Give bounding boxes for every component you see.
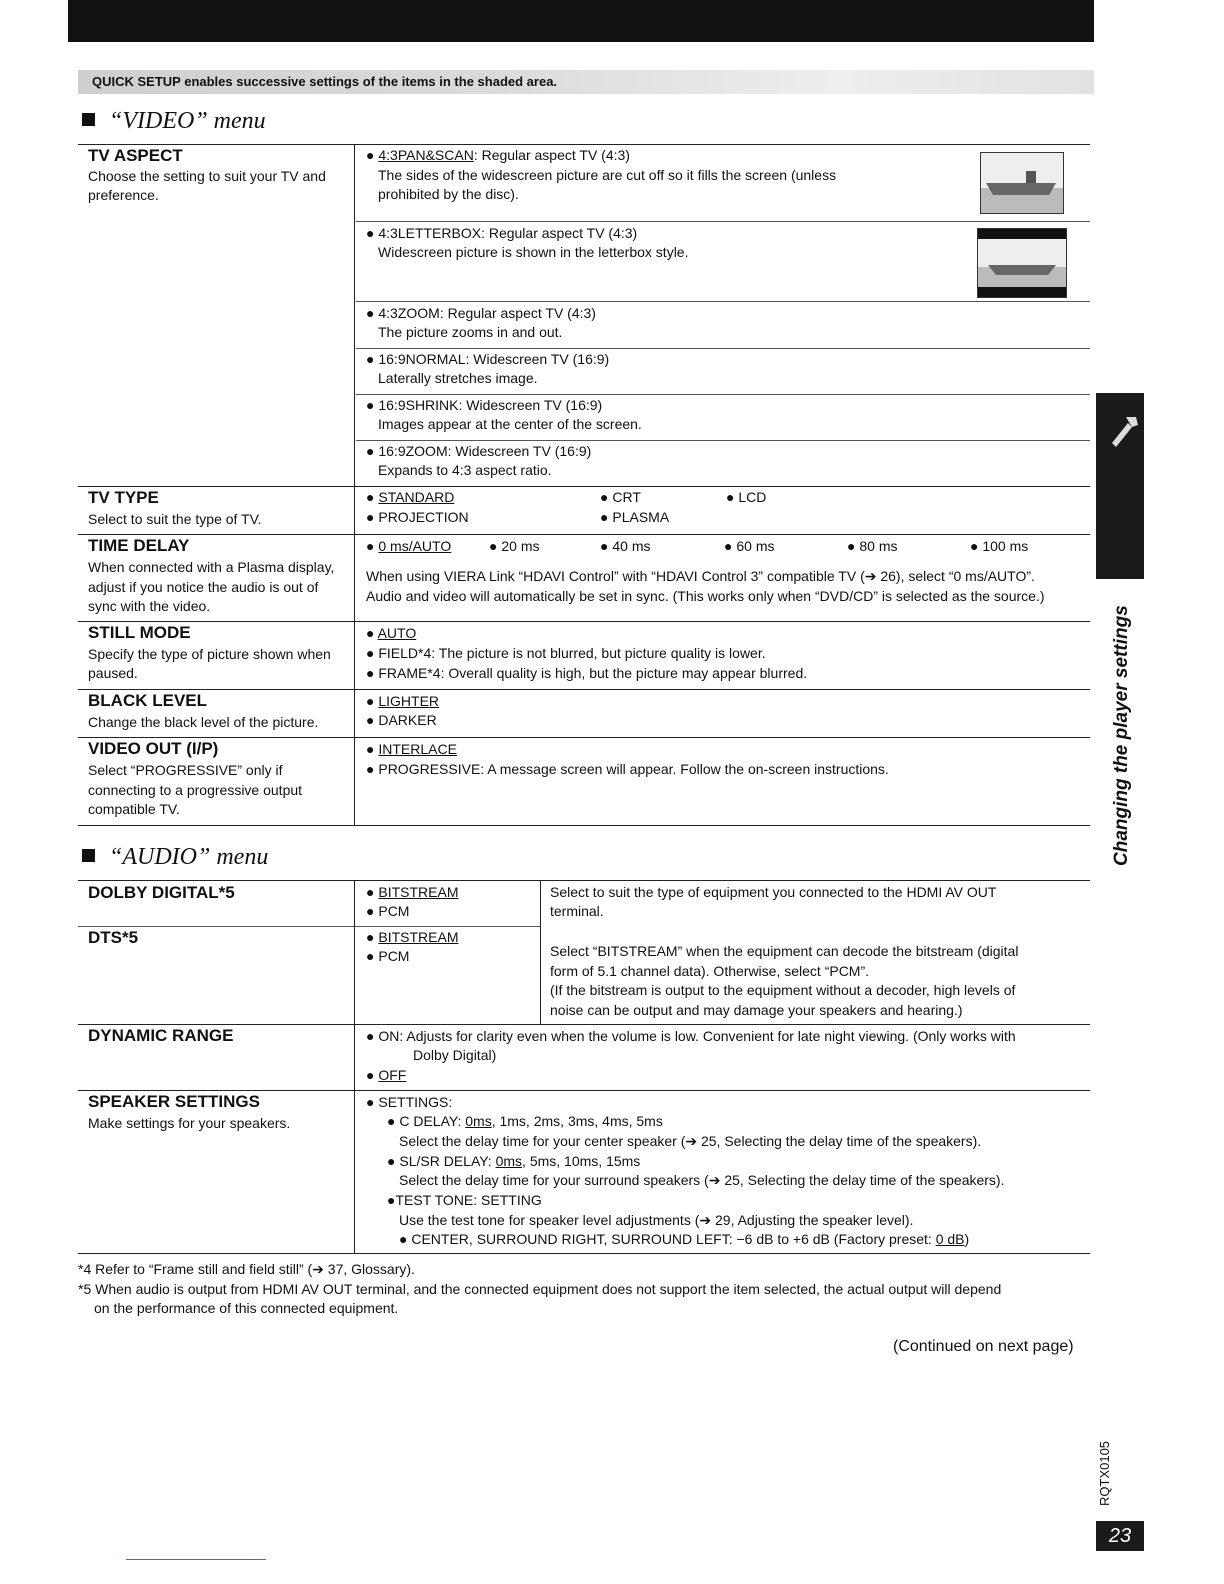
- speaker-settings-desc: Make settings for your speakers.: [88, 1115, 291, 1131]
- letterbox-picture-icon: [978, 229, 1066, 297]
- square-bullet-icon: [82, 113, 95, 126]
- option-169-shrink: ● 16:9SHRINK: Widescreen TV (16:9): [366, 397, 603, 413]
- rule: [78, 1024, 1090, 1025]
- time-delay-note: Audio and video will automatically be set in sync. (This works only when “DVD/CD” is selected as the source.): [366, 588, 1045, 604]
- tv-aspect-desc: Choose the setting to suit your TV and: [88, 168, 326, 184]
- time-delay-note: When using VIERA Link “HDAVI Control” with “HDAVI Control 3” compatible TV (➔ 26), select “0 ms/AUTO”.: [366, 568, 1035, 584]
- option-100ms: ● 100 ms: [970, 538, 1029, 554]
- rule: [78, 926, 540, 927]
- footnote-4: *4 Refer to “Frame still and field still” (➔ 37, Glossary).: [78, 1261, 415, 1277]
- option-plasma: ● PLASMA: [600, 509, 670, 525]
- pan-scan-illustration: [980, 152, 1064, 214]
- option-lighter: ● LIGHTER: [366, 693, 440, 709]
- option-0ms: ● 0 ms/AUTO: [366, 538, 452, 554]
- rule: [78, 1253, 1090, 1254]
- option-desc: Expands to 4:3 aspect ratio.: [378, 462, 552, 478]
- option-80ms: ● 80 ms: [847, 538, 898, 554]
- black-level-desc: Change the black level of the picture.: [88, 714, 319, 730]
- dts-note: Select “BITSTREAM” when the equipment can decode the bitstream (digital: [550, 943, 1019, 959]
- video-menu-title: “VIDEO” menu: [82, 108, 266, 135]
- dolby-digital-heading: DOLBY DIGITAL*5: [88, 883, 235, 902]
- option-pcm: ● PCM: [366, 903, 410, 919]
- c-delay-line: ● C DELAY: 0ms, 1ms, 2ms, 3ms, 4ms, 5ms: [387, 1113, 663, 1129]
- document-code: RQTX0105: [1097, 1440, 1112, 1506]
- rule: [78, 825, 1090, 826]
- option-crt: ● CRT: [600, 489, 641, 505]
- dynamic-range-heading: DYNAMIC RANGE: [88, 1026, 234, 1045]
- video-out-desc: connecting to a progressive output: [88, 782, 303, 798]
- speaker-level-line: ● CENTER, SURROUND RIGHT, SURROUND LEFT: −6 dB to +6 dB (Factory preset: 0 dB): [399, 1231, 970, 1247]
- option-darker: ● DARKER: [366, 712, 437, 728]
- video-out-heading: VIDEO OUT (I/P): [88, 739, 219, 758]
- option-progressive: ● PROGRESSIVE: A message screen will appear. Follow the on-screen instructions.: [366, 761, 889, 777]
- column-divider: [540, 880, 541, 1024]
- option-desc: The picture zooms in and out.: [378, 324, 563, 340]
- time-delay-heading: TIME DELAY: [88, 536, 190, 555]
- option-interlace: ● INTERLACE: [366, 741, 457, 757]
- option-letterbox: ● 4:3LETTERBOX: Regular aspect TV (4:3): [366, 225, 638, 241]
- option-desc: prohibited by the disc).: [378, 186, 519, 202]
- still-mode-desc: Specify the type of picture shown when: [88, 646, 331, 662]
- option-desc: Dolby Digital): [413, 1047, 497, 1063]
- square-bullet-icon: [82, 849, 95, 862]
- column-divider: [354, 880, 355, 1253]
- option-desc: Images appear at the center of the screen.: [378, 416, 642, 432]
- dts-note: (If the bitstream is output to the equipment without a decoder, high levels of: [550, 982, 1016, 998]
- option-bitstream: ● BITSTREAM: [366, 929, 459, 945]
- video-out-desc: Select “PROGRESSIVE” only if: [88, 762, 283, 778]
- speaker-desc: Select the delay time for your surround speakers (➔ 25, Selecting the delay time of the speakers).: [399, 1172, 1005, 1188]
- test-tone-line: ●TEST TONE: SETTING: [387, 1192, 542, 1208]
- time-delay-desc: adjust if you notice the audio is out of: [88, 579, 319, 595]
- option-frame: ● FRAME*4: Overall quality is high, but the picture may appear blurred.: [366, 665, 808, 681]
- still-mode-heading: STILL MODE: [88, 623, 191, 642]
- rule: [78, 1090, 1090, 1091]
- speaker-settings-line: ● SETTINGS:: [366, 1094, 453, 1110]
- time-delay-desc: When connected with a Plasma display,: [88, 559, 335, 575]
- quick-setup-banner: QUICK SETUP enables successive settings of the items in the shaded area.: [78, 70, 1094, 94]
- rule: [78, 737, 1090, 738]
- rule: [78, 880, 1090, 881]
- side-section-label: Changing the player settings: [1111, 605, 1132, 866]
- rule: [356, 394, 1090, 395]
- link-underline: [126, 1559, 266, 1560]
- dts-note: noise can be output and may damage your speakers and hearing.): [550, 1002, 963, 1018]
- rule: [356, 348, 1090, 349]
- option-20ms: ● 20 ms: [489, 538, 540, 554]
- tv-aspect-heading: TV ASPECT: [88, 146, 183, 165]
- footnote-5: on the performance of this connected equipment.: [94, 1300, 399, 1316]
- rule: [356, 221, 1090, 222]
- tv-aspect-desc: preference.: [88, 187, 159, 203]
- option-bitstream: ● BITSTREAM: [366, 884, 459, 900]
- dts-heading: DTS*5: [88, 928, 139, 947]
- letterbox-illustration: [977, 228, 1067, 298]
- option-projection: ● PROJECTION: [366, 509, 469, 525]
- option-desc: Laterally stretches image.: [378, 370, 538, 386]
- option-zoom: ● 4:3ZOOM: Regular aspect TV (4:3): [366, 305, 596, 321]
- option-169-normal: ● 16:9NORMAL: Widescreen TV (16:9): [366, 351, 610, 367]
- top-black-bar: [68, 0, 1094, 42]
- ship-picture-icon: [981, 153, 1063, 213]
- option-60ms: ● 60 ms: [724, 538, 775, 554]
- rule: [78, 486, 1090, 487]
- option-auto: ● AUTO: [366, 625, 417, 641]
- option-field: ● FIELD*4: The picture is not blurred, but picture quality is lower.: [366, 645, 766, 661]
- option-pan-scan: ● 4:3PAN&SCAN: Regular aspect TV (4:3): [366, 147, 630, 163]
- black-level-heading: BLACK LEVEL: [88, 691, 207, 710]
- video-out-desc: compatible TV.: [88, 801, 180, 817]
- column-divider: [354, 144, 355, 825]
- option-40ms: ● 40 ms: [600, 538, 651, 554]
- option-lcd: ● LCD: [726, 489, 767, 505]
- rule: [78, 689, 1090, 690]
- option-desc: Widescreen picture is shown in the letterbox style.: [378, 244, 689, 260]
- tv-type-heading: TV TYPE: [88, 488, 159, 507]
- option-pcm: ● PCM: [366, 948, 410, 964]
- dts-note: form of 5.1 channel data). Otherwise, select “PCM”.: [550, 963, 870, 979]
- option-off: ● OFF: [366, 1067, 407, 1083]
- page-number: 23: [1096, 1521, 1144, 1551]
- time-delay-desc: sync with the video.: [88, 598, 211, 614]
- speaker-desc: Select the delay time for your center speaker (➔ 25, Selecting the delay time of the speakers).: [399, 1133, 982, 1149]
- option-on: ● ON: Adjusts for clarity even when the volume is low. Convenient for late night viewing. (Only works with: [366, 1028, 1016, 1044]
- continued-note: (Continued on next page): [893, 1338, 1074, 1355]
- rule: [78, 534, 1090, 535]
- tv-type-desc: Select to suit the type of TV.: [88, 511, 262, 527]
- rule: [78, 621, 1090, 622]
- dolby-note: terminal.: [550, 903, 604, 919]
- rule: [78, 144, 1090, 145]
- still-mode-desc: paused.: [88, 665, 138, 681]
- speaker-settings-heading: SPEAKER SETTINGS: [88, 1092, 260, 1111]
- dolby-note: Select to suit the type of equipment you connected to the HDMI AV OUT: [550, 884, 997, 900]
- speaker-desc: Use the test tone for speaker level adjustments (➔ 29, Adjusting the speaker level).: [399, 1212, 914, 1228]
- audio-menu-title: “AUDIO” menu: [82, 844, 268, 871]
- option-standard: ● STANDARD: [366, 489, 455, 505]
- wrench-icon: [1098, 403, 1146, 463]
- side-tab: [1096, 393, 1144, 579]
- rule: [356, 440, 1090, 441]
- slsr-delay-line: ● SL/SR DELAY: 0ms, 5ms, 10ms, 15ms: [387, 1153, 641, 1169]
- rule: [356, 301, 1090, 302]
- option-desc: The sides of the widescreen picture are cut off so it fills the screen (unless: [378, 167, 837, 183]
- option-169-zoom: ● 16:9ZOOM: Widescreen TV (16:9): [366, 443, 592, 459]
- footnote-5: *5 When audio is output from HDMI AV OUT terminal, and the connected equipment does not support the item selected, the actual output will depend: [78, 1281, 1002, 1297]
